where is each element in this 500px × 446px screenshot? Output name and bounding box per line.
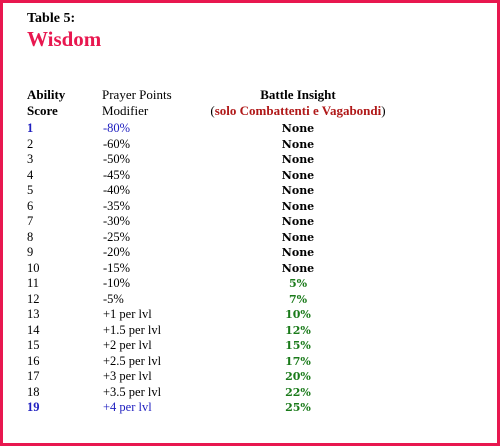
prayer-modifier-cell: -30% [103, 214, 131, 228]
header-ability-score [27, 87, 65, 119]
table-row [3, 214, 500, 230]
prayer-modifier-cell: -35% [103, 198, 131, 213]
battle-insight-cell: 5% [288, 277, 308, 290]
ability-score-cell: 19 [27, 400, 40, 414]
ability-score-cell: 5 [27, 183, 34, 197]
ability-score-cell: 3 [27, 152, 34, 166]
battle-insight-cell: None [281, 246, 315, 259]
header-insight-note: solo Combattenti e Vagabondi [214, 103, 382, 118]
prayer-modifier-cell: -25% [103, 229, 131, 244]
ability-score-cell: 10 [27, 260, 40, 275]
ability-score-cell: 18 [27, 384, 40, 399]
table-row [3, 183, 500, 199]
battle-insight-cell: None [281, 199, 315, 213]
prayer-modifier-cell: -5% [103, 291, 124, 306]
ability-score-cell: 17 [27, 369, 40, 383]
ability-score-cell: 6 [27, 198, 34, 213]
header-prayer-line1: Prayer Points [102, 87, 172, 102]
ability-score-cell: 12 [27, 291, 40, 306]
ability-score-cell: 8 [27, 229, 34, 244]
table-row [3, 137, 500, 153]
header-insight-line1: Battle Insight [260, 87, 336, 102]
ability-score-cell: 9 [27, 245, 34, 259]
table-row [3, 400, 500, 416]
table-row [3, 152, 500, 168]
table-row [3, 354, 500, 370]
header-ability-line1: Ability [27, 87, 66, 102]
header-insight-open: ( [210, 103, 215, 118]
prayer-modifier-cell: -45% [103, 167, 131, 182]
prayer-modifier-cell: +4 per lvl [103, 400, 152, 414]
prayer-modifier-cell: +1.5 per lvl [103, 322, 162, 337]
prayer-modifier-cell: -20% [103, 245, 131, 259]
table-row [3, 292, 500, 308]
ability-score-cell: 1 [27, 121, 34, 135]
table-row [3, 385, 500, 401]
prayer-modifier-cell: -10% [103, 276, 131, 290]
battle-insight-cell: None [281, 168, 315, 182]
battle-insight-cell: 10% [285, 308, 311, 321]
prayer-modifier-cell: +2 per lvl [103, 338, 152, 352]
prayer-modifier-cell: +3.5 per lvl [103, 384, 162, 399]
header-battle-insight [193, 87, 403, 119]
ability-score-cell: 7 [27, 214, 34, 228]
battle-insight-cell: 17% [285, 354, 311, 368]
battle-insight-cell: 12% [285, 323, 311, 337]
table-row [3, 369, 500, 385]
table-row [3, 245, 500, 261]
ability-score-cell: 15 [27, 338, 40, 352]
table-row [3, 121, 500, 137]
ability-score-cell: 11 [27, 276, 40, 290]
table-row [3, 307, 500, 323]
ability-score-cell: 13 [27, 307, 40, 321]
prayer-modifier-cell: -40% [103, 183, 131, 197]
table-row [3, 168, 500, 184]
header-prayer-line2: Modifier [102, 103, 149, 118]
header-insight-close: ) [381, 103, 386, 118]
prayer-modifier-cell: -50% [103, 152, 131, 166]
table-label: Table 5: [27, 11, 76, 26]
battle-insight-cell: None [281, 137, 315, 151]
battle-insight-cell: 7% [288, 292, 308, 306]
header-insight-note-line [193, 103, 403, 119]
table-row [3, 230, 500, 246]
battle-insight-cell: None [281, 230, 315, 244]
battle-insight-cell: None [281, 122, 315, 135]
prayer-modifier-cell: -80% [103, 121, 131, 135]
ability-score-cell: 14 [27, 322, 40, 337]
table-row [3, 276, 500, 292]
page-title: Wisdom [27, 27, 102, 51]
ability-score-cell: 16 [27, 353, 40, 368]
prayer-modifier-cell: -15% [103, 260, 131, 275]
header-prayer-modifier [102, 87, 172, 119]
header-ability-line2: Score [27, 103, 58, 118]
battle-insight-cell: 15% [285, 339, 311, 352]
battle-insight-cell: 25% [285, 401, 311, 414]
table-row [3, 323, 500, 339]
wisdom-table-body [3, 121, 500, 416]
prayer-modifier-cell: -60% [103, 136, 131, 151]
table-row [3, 261, 500, 277]
battle-insight-cell: None [281, 184, 315, 197]
prayer-modifier-cell: +2.5 per lvl [103, 353, 162, 368]
prayer-modifier-cell: +1 per lvl [103, 307, 152, 321]
ability-score-cell: 4 [27, 167, 34, 182]
table-row [3, 199, 500, 215]
battle-insight-cell: None [281, 215, 315, 228]
ability-score-cell: 2 [27, 136, 34, 151]
table-row [3, 338, 500, 354]
battle-insight-cell: 20% [285, 370, 311, 383]
prayer-modifier-cell: +3 per lvl [103, 369, 152, 383]
battle-insight-cell: 22% [285, 385, 311, 399]
battle-insight-cell: None [281, 261, 315, 275]
battle-insight-cell: None [281, 153, 315, 166]
